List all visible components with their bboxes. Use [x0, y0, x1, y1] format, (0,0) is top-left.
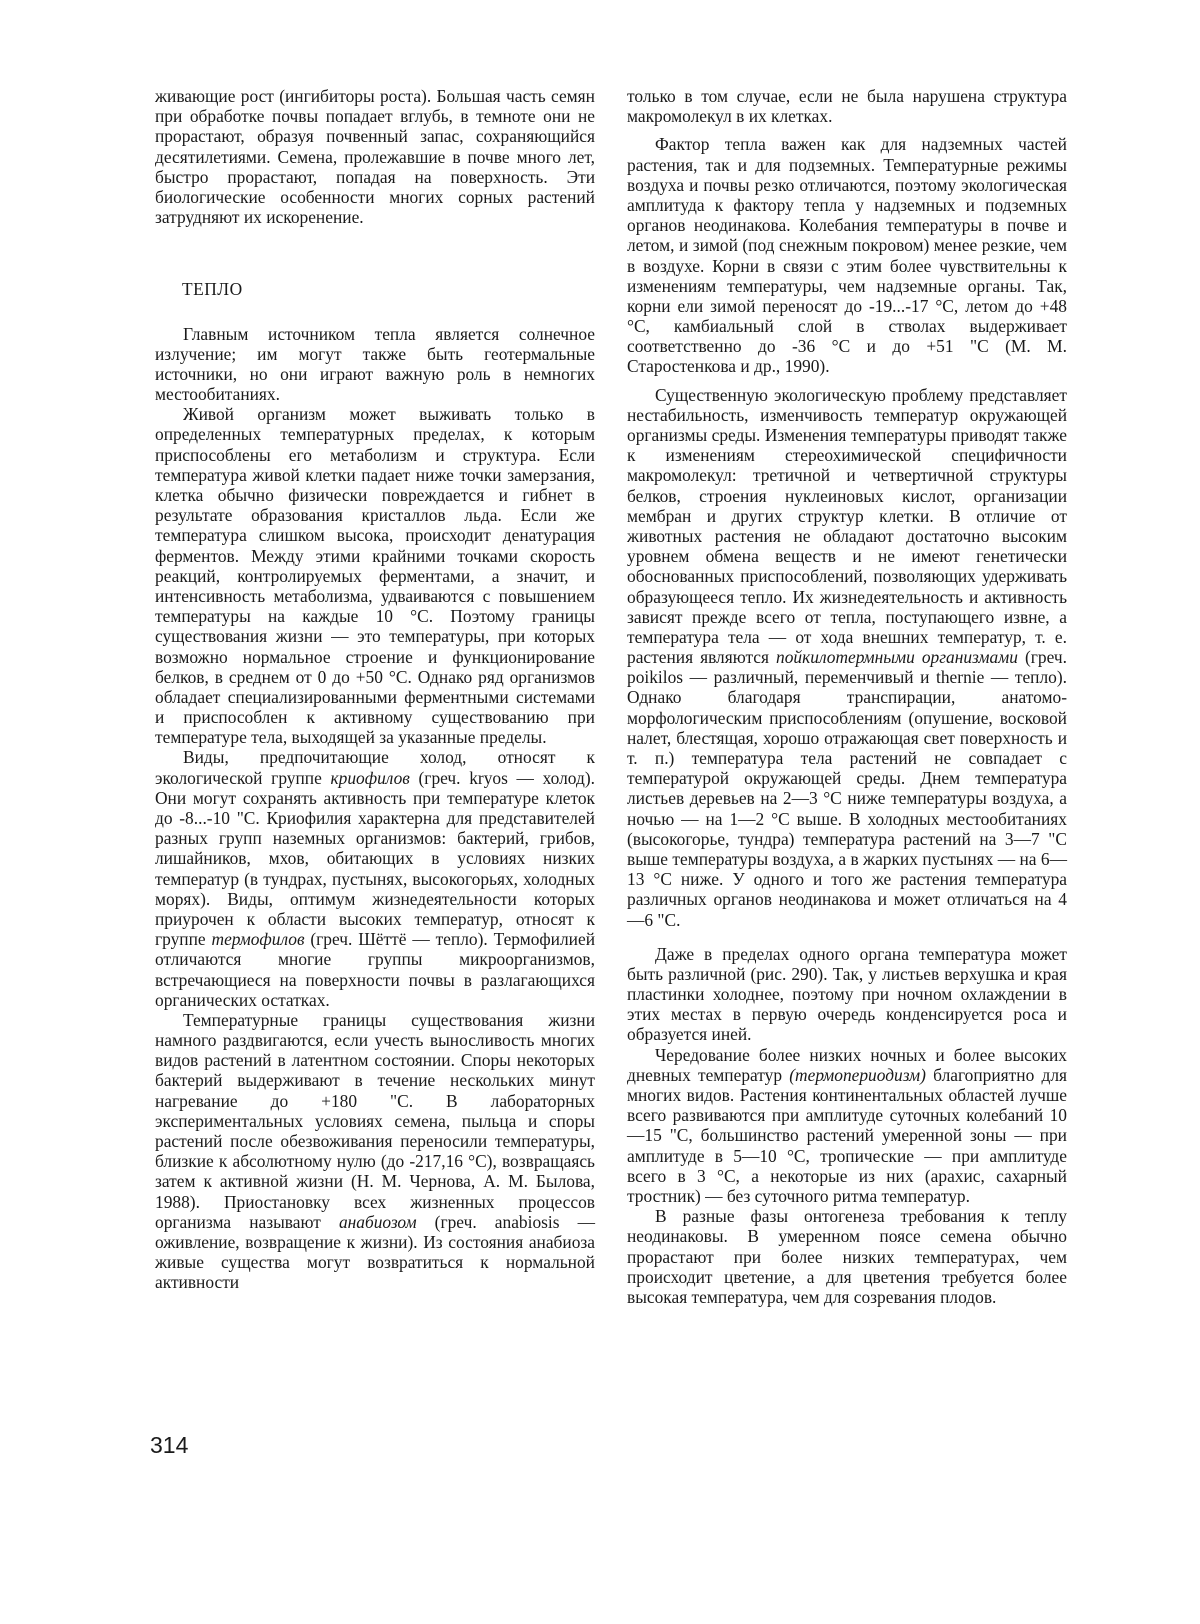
page-number: 314	[150, 1432, 189, 1458]
paragraph-heat-sources: Главным источником тепла является солнечное излучение; им могут также быть геотермальные источники, но они играют важную роль в немногих местообитаниях.	[155, 323, 595, 405]
term-poikilothermic: пойкилотермными организмами	[776, 647, 1018, 668]
term-thermoperiodism: (термопериодизм)	[789, 1064, 926, 1085]
text-run: Температурные границы существования жизни намного раздвигаются, если учесть выносливость многих видов растений в латентном состоянии. Споры некоторых бактерий выдерживают в течение нескольких минут нагревание до +180 "С. В лабораторных экспериментальных условиях семена, пыльца и споры растений после обезвоживания переносили температуры, близкие к абсолютному нулю (до -217,16 °С), возвращаясь затем к активной жизни (Н. М. Чернова, А. М. Былова, 1988). Приостановку всех жизненных процессов организма называют	[155, 1009, 595, 1232]
term-cryophiles: криофилов	[330, 767, 410, 788]
text-run: Виды, предпочитающие холод, относят к экологической группе	[155, 747, 595, 788]
paragraph-continuation: живающие рост (ингибиторы роста). Большая часть семян при обработке почвы попадает вглубь, в темноте они не прорастают, образуя почвенный запас, сохраняющийся десятилетиями. Семена, пролежавшие в почве много лет, быстро прорастают, попадая на поверхность. Эти биологические особенности многих сорных растений затрудняют их искоренение.	[155, 86, 595, 228]
text-run: благоприятно для многих видов. Растения континентальных областей лучше всего развиваются при амплитуде суточных колебаний 10—15 "С, большинство растений умеренной зоны — при амплитуде в 5—10 °С, тропические — при амплитуде всего в 3 °С, а некоторые из них (арахис, сахарный тростник) — без суточного ритма температур.	[627, 1064, 1067, 1206]
paragraph-cryophiles	[155, 747, 595, 1009]
section-heading: ТЕПЛО	[182, 279, 243, 300]
right-column	[627, 86, 1067, 1307]
text-run: (греч. Шёттё — тепло). Термофилией отличаются многие группы микроорганизмов, встречающиеся на поверхности почвы в разлагающихся органических остатках.	[155, 929, 595, 1010]
paragraph-temperature-limits: Живой организм может выживать только в определенных температурных пределах, к которым приспособлены его метаболизм и структура. Если температура живой клетки падает ниже точки замерзания, клетка обычно физически повреждается и гибнет в результате образования кристаллов льда. Если же температура слишком высока, происходит денатурация ферментов. Между этими крайними точками скорость реакций, контролируемых ферментами, а значит, и интенсивность метаболизма, удваиваются с повышением температуры на каждые 10 °С. Поэтому границы существования жизни — это температуры, при которых возможно нормальное строение и функционирование белков, в среднем от 0 до +50 °С. Однако ряд организмов обладает специализированными ферментными системами и приспособлен к активному существованию при температуре тела, выходящей за указанные пределы.	[155, 404, 595, 748]
text-run: (греч. anabiosis — оживление, возвращение к жизни). Из состояния анабиоза живые существа могут возвратиться к нормальной активности	[155, 1211, 596, 1293]
left-column	[155, 86, 595, 1293]
term-anabiosis: анабиозом	[338, 1211, 417, 1232]
text-run: (греч. poikilos — различный, переменчивый и thernie — тепло). Однако благодаря транспирации, анатомо-морфологическим приспособлениям (опушение, восковой налет, блестящая, хорошо отражающая свет поверхность и т. п.) температура тела растений не совпадает с температурой окружающей среды. Днем температура листьев деревьев на 2—3 °С ниже температуры воздуха, а ночью — на 1—2 °С выше. В холодных местообитаниях (высокогорье, тундра) температура растений на 3—7 "С выше температуры воздуха, а в жарких пустынях — на 6—13 °С ниже. У одного и того же растения температура различных органов неодинакова и может отличаться на 4—6 "С.	[627, 647, 1067, 930]
paragraph-anabiosis	[155, 1010, 595, 1293]
paragraph-continuation: только в том случае, если не была нарушена структура макромолекул в их клетках.	[627, 86, 1067, 127]
text-run: (греч. kryos — холод). Они могут сохранять активность при температуре клеток до -8...-10 "С. Криофилия характерна для представителей разных групп наземных организмов: бактерий, грибов, лишайников, мхов, обитающих в условиях низких температур (в тундрах, пустынях, высокогорьях, холодных морях). Виды, оптимум жизнедеятельности которых приурочен к области высоких температур, относят к группе	[155, 767, 595, 950]
paragraph-organ-temperature: Даже в пределах одного органа температура может быть различной (рис. 290). Так, у листьев верхушка и края пластинки холоднее, поэтому при ночном охлаждении в этих местах в первую очередь конденсируется роса и образуется иней.	[627, 943, 1067, 1045]
paragraph-thermoperiodism	[627, 1045, 1067, 1207]
paragraph-heat-factor: Фактор тепла важен как для надземных частей растения, так и для подземных. Температурные режимы воздуха и почвы резко отличаются, поэтому экологическая амплитуда к фактору тепла у надземных и подземных органов неодинакова. Колебания температуры в почве и летом, и зимой (под снежным покровом) менее резкие, чем в воздухе. Корни в связи с этим более чувствительны к изменениям температуры, чем надземные органы. Так, корни ели зимой переносят до -19...-17 °С, летом до +48 °С, камбиальный слой в стволах выдерживает соответственно до -36 °С и до +51 "С (М. М. Старостенкова и др., 1990).	[627, 134, 1067, 377]
text-run: Существенную экологическую проблему представляет нестабильность, изменчивость температур окружающей организмы среды. Изменения температуры приводят также к изменениям стереохимической специфичности макромолекул: третичной и четвертичной структуры белков, строения нуклеиновых кислот, организации мембран и других структур клетки. В отличие от животных растения не обладают достаточно высоким уровнем обмена веществ и не имеют генетически обоснованных приспособлений, позволяющих удерживать образующееся тепло. Их жизнедеятельность и активность зависят прежде всего от тепла, поступающего извне, а температура тела — от хода внешних температур, т. е. растения являются	[627, 384, 1067, 668]
text-run: Чередование более низких ночных и более высоких дневных температур	[627, 1044, 1067, 1085]
paragraph-instability	[627, 385, 1067, 930]
term-thermophiles: термофилов	[211, 929, 305, 950]
paragraph-ontogenesis: В разные фазы онтогенеза требования к теплу неодинаковы. В умеренном поясе семена обычно прорастают при более низких температурах, чем происходит цветение, а для цветения требуется более высокая температура, чем для созревания плодов.	[627, 1206, 1067, 1307]
